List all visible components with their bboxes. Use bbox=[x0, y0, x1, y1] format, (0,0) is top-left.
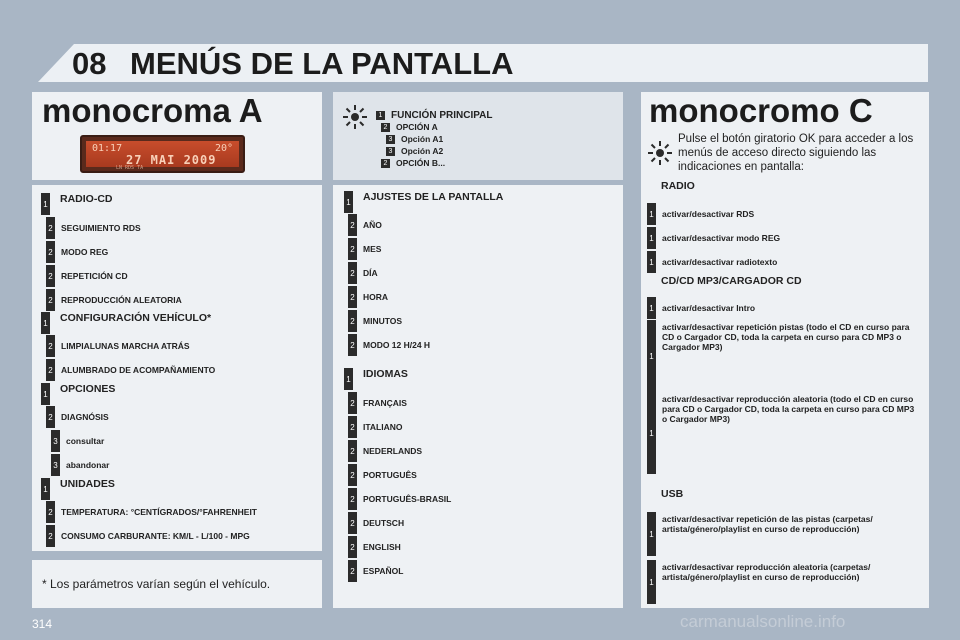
menu-item-label: AJUSTES DE LA PANTALLA bbox=[363, 191, 504, 203]
menu-item-label: NEDERLANDS bbox=[363, 446, 423, 456]
menu-item bbox=[46, 359, 215, 381]
menu-item bbox=[647, 227, 780, 249]
menu-item-label: CONFIGURACIÓN VEHÍCULO* bbox=[60, 312, 212, 324]
menu-item bbox=[51, 430, 104, 452]
menu-item-label: OPCIONES bbox=[60, 383, 116, 395]
sun-icon bbox=[342, 104, 368, 130]
level-badge: 2 bbox=[46, 217, 55, 239]
lcd-temp: 20° bbox=[214, 143, 233, 154]
menu-item-label: MES bbox=[363, 244, 382, 254]
level-badge: 2 bbox=[348, 416, 357, 438]
menu-item bbox=[344, 368, 408, 390]
menu-item bbox=[348, 464, 417, 486]
menu-item bbox=[348, 334, 430, 356]
level-badge: 1 bbox=[647, 560, 656, 604]
menu-item-label: MODO REG bbox=[61, 247, 109, 257]
watermark: carmanualsonline.info bbox=[680, 612, 846, 631]
level-badge: 1 bbox=[344, 368, 353, 390]
page-number: 314 bbox=[32, 617, 53, 631]
heading-monocroma-a: monocroma A bbox=[42, 92, 263, 129]
menu-item bbox=[348, 392, 407, 414]
legend-item bbox=[381, 158, 445, 168]
menu-item bbox=[344, 191, 503, 213]
page-title: MENÚS DE LA PANTALLA bbox=[130, 46, 514, 81]
menu-item bbox=[46, 265, 128, 287]
level-badge: 3 bbox=[386, 135, 395, 144]
menu-item-label: TEMPERATURA: °CENTÍGRADOS/°FAHRENHEIT bbox=[61, 507, 258, 517]
level-badge: 2 bbox=[46, 289, 55, 311]
legend-label: Opción A2 bbox=[401, 146, 444, 156]
level-badge: 2 bbox=[348, 560, 357, 582]
lcd-time: 01:17 bbox=[92, 143, 123, 154]
menu-item-label: consultar bbox=[66, 436, 105, 446]
level-badge: 2 bbox=[348, 334, 357, 356]
menu-item bbox=[348, 262, 378, 284]
legend-item bbox=[386, 146, 443, 156]
lcd-display bbox=[80, 135, 245, 173]
menu-item bbox=[348, 512, 404, 534]
menu-item-label: DÍA bbox=[363, 268, 378, 278]
level-badge: 2 bbox=[348, 286, 357, 308]
level-badge: 1 bbox=[647, 227, 656, 249]
legend-label: OPCIÓN A bbox=[396, 122, 438, 132]
legend-label: Opción A1 bbox=[401, 134, 444, 144]
menu-item bbox=[348, 286, 388, 308]
level-badge: 3 bbox=[386, 147, 395, 156]
level-badge: 3 bbox=[51, 454, 60, 476]
menu-item bbox=[41, 193, 113, 215]
level-badge: 1 bbox=[647, 320, 656, 392]
menu-item bbox=[51, 454, 109, 476]
menu-item bbox=[46, 289, 182, 311]
menu-item bbox=[46, 217, 141, 239]
legend-item bbox=[381, 122, 438, 132]
menu-item-label: activar/desactivar modo REG bbox=[662, 233, 781, 243]
menu-item-label: CONSUMO CARBURANTE: KM/L - L/100 - MPG bbox=[61, 531, 250, 541]
panel-legend bbox=[333, 92, 623, 180]
menu-item bbox=[41, 312, 211, 334]
legend-item bbox=[376, 110, 492, 121]
sun-icon bbox=[647, 140, 673, 166]
lcd-screen bbox=[86, 141, 239, 171]
menu-item-label: activar/desactivar reproducción aleatoria (carpetas/ artista/género/playlist en curso de reproducción) bbox=[662, 562, 871, 583]
menu-item bbox=[647, 392, 920, 474]
menu-item-label: activar/desactivar repetición pistas (todo el CD en curso para CD o Cargador CD, toda la carpeta en curso para CD MP3 o Cargador MP3) bbox=[662, 322, 910, 353]
level-badge: 2 bbox=[348, 536, 357, 558]
level-badge: 2 bbox=[348, 262, 357, 284]
chapter-number: 08 bbox=[72, 46, 107, 81]
level-badge: 1 bbox=[647, 392, 656, 474]
lcd-indicators: LN RDS TA bbox=[116, 165, 144, 171]
level-badge: 2 bbox=[46, 525, 55, 547]
menu-item-label: AÑO bbox=[363, 220, 382, 230]
menu-item-label: ESPAÑOL bbox=[363, 566, 404, 576]
menu-item-label: FRANÇAIS bbox=[363, 398, 407, 408]
menu-item-label: activar/desactivar Intro bbox=[662, 303, 756, 313]
menu-item-label: SEGUIMIENTO RDS bbox=[61, 223, 141, 233]
level-badge: 2 bbox=[381, 159, 390, 168]
level-badge: 2 bbox=[348, 214, 357, 236]
level-badge: 1 bbox=[41, 193, 50, 215]
menu-item bbox=[46, 335, 190, 357]
level-badge: 1 bbox=[647, 251, 656, 273]
legend-label: FUNCIÓN PRINCIPAL bbox=[391, 110, 493, 121]
menu-item-label: activar/desactivar radiotexto bbox=[662, 257, 778, 267]
menu-item bbox=[348, 560, 403, 582]
menu-item bbox=[46, 241, 108, 263]
level-badge: 1 bbox=[376, 111, 385, 120]
level-badge: 1 bbox=[41, 478, 50, 500]
menu-item-label: UNIDADES bbox=[60, 478, 115, 490]
level-badge: 2 bbox=[381, 123, 390, 132]
menu-item-label: MODO 12 H/24 H bbox=[363, 340, 431, 350]
level-badge: 1 bbox=[41, 312, 50, 334]
intro-text: Pulse el botón giratorio OK para acceder a los menús de acceso directo siguiendo las indicaciones en pantalla: bbox=[678, 133, 914, 173]
level-badge: 1 bbox=[647, 512, 656, 556]
menu-item bbox=[348, 488, 451, 510]
menu-item bbox=[348, 238, 381, 260]
menu-item-label: abandonar bbox=[66, 460, 110, 470]
menu-item bbox=[41, 478, 115, 500]
level-badge: 2 bbox=[348, 488, 357, 510]
section-title: RADIO bbox=[661, 180, 695, 192]
level-badge: 1 bbox=[344, 191, 353, 213]
menu-item bbox=[348, 536, 401, 558]
menu-item-label: PORTUGUÊS bbox=[363, 470, 417, 480]
level-badge: 2 bbox=[46, 241, 55, 263]
level-badge: 1 bbox=[647, 203, 656, 225]
level-badge: 2 bbox=[348, 310, 357, 332]
section-title: USB bbox=[661, 488, 684, 500]
level-badge: 2 bbox=[46, 335, 55, 357]
menu-item bbox=[46, 406, 109, 428]
menu-item bbox=[348, 310, 402, 332]
level-badge: 1 bbox=[41, 383, 50, 405]
menu-item bbox=[647, 297, 755, 319]
menu-item-label: PORTUGUÊS-BRASIL bbox=[363, 494, 452, 504]
menu-item bbox=[348, 214, 382, 236]
menu-item-label: DEUTSCH bbox=[363, 518, 405, 528]
menu-item bbox=[647, 320, 920, 392]
menu-item-label: REPRODUCCIÓN ALEATORIA bbox=[61, 295, 182, 305]
level-badge: 2 bbox=[46, 406, 55, 428]
level-badge: 1 bbox=[647, 297, 656, 319]
menu-item bbox=[647, 203, 754, 225]
level-badge: 2 bbox=[348, 512, 357, 534]
lcd-date: 27 MAI 2009 bbox=[126, 153, 217, 167]
level-badge: 2 bbox=[348, 440, 357, 462]
menu-item bbox=[46, 525, 250, 547]
menu-item-label: activar/desactivar repetición de las pistas (carpetas/ artista/género/playlist en curso de reproducción) bbox=[662, 514, 873, 535]
menu-item-label: ALUMBRADO DE ACOMPAÑAMIENTO bbox=[61, 365, 216, 375]
legend-label: OPCIÓN B... bbox=[396, 158, 446, 168]
menu-item-label: LIMPIALUNAS MARCHA ATRÁS bbox=[61, 341, 190, 351]
level-badge: 2 bbox=[46, 265, 55, 287]
menu-item-label: activar/desactivar reproducción aleatoria (todo el CD en curso para CD o Cargador CD, toda la carpeta en curso para CD MP3 o Cargador MP3) bbox=[662, 394, 915, 425]
level-badge: 2 bbox=[348, 392, 357, 414]
menu-item-label: MINUTOS bbox=[363, 316, 403, 326]
level-badge: 2 bbox=[46, 501, 55, 523]
menu-item-label: ENGLISH bbox=[363, 542, 401, 552]
legend-item bbox=[386, 134, 443, 144]
menu-item-label: IDIOMAS bbox=[363, 368, 408, 380]
footnote: * Los parámetros varían según el vehículo. bbox=[42, 577, 271, 591]
level-badge: 2 bbox=[348, 464, 357, 486]
menu-item-label: ITALIANO bbox=[363, 422, 403, 432]
menu-item bbox=[41, 383, 115, 405]
menu-item bbox=[647, 251, 777, 273]
level-badge: 3 bbox=[51, 430, 60, 452]
menu-item-label: HORA bbox=[363, 292, 389, 302]
menu-item-label: activar/desactivar RDS bbox=[662, 209, 755, 219]
menu-item bbox=[348, 440, 422, 462]
heading-monocromo-c: monocromo C bbox=[649, 92, 873, 129]
level-badge: 2 bbox=[348, 238, 357, 260]
section-title: CD/CD MP3/CARGADOR CD bbox=[661, 275, 802, 287]
menu-item bbox=[647, 512, 920, 556]
menu-item bbox=[348, 416, 403, 438]
menu-item-label: RADIO-CD bbox=[60, 193, 113, 205]
menu-item-label: REPETICIÓN CD bbox=[61, 271, 128, 281]
menu-item-label: DIAGNÓSIS bbox=[61, 412, 109, 422]
level-badge: 2 bbox=[46, 359, 55, 381]
menu-item bbox=[46, 501, 257, 523]
menu-item bbox=[647, 560, 920, 604]
